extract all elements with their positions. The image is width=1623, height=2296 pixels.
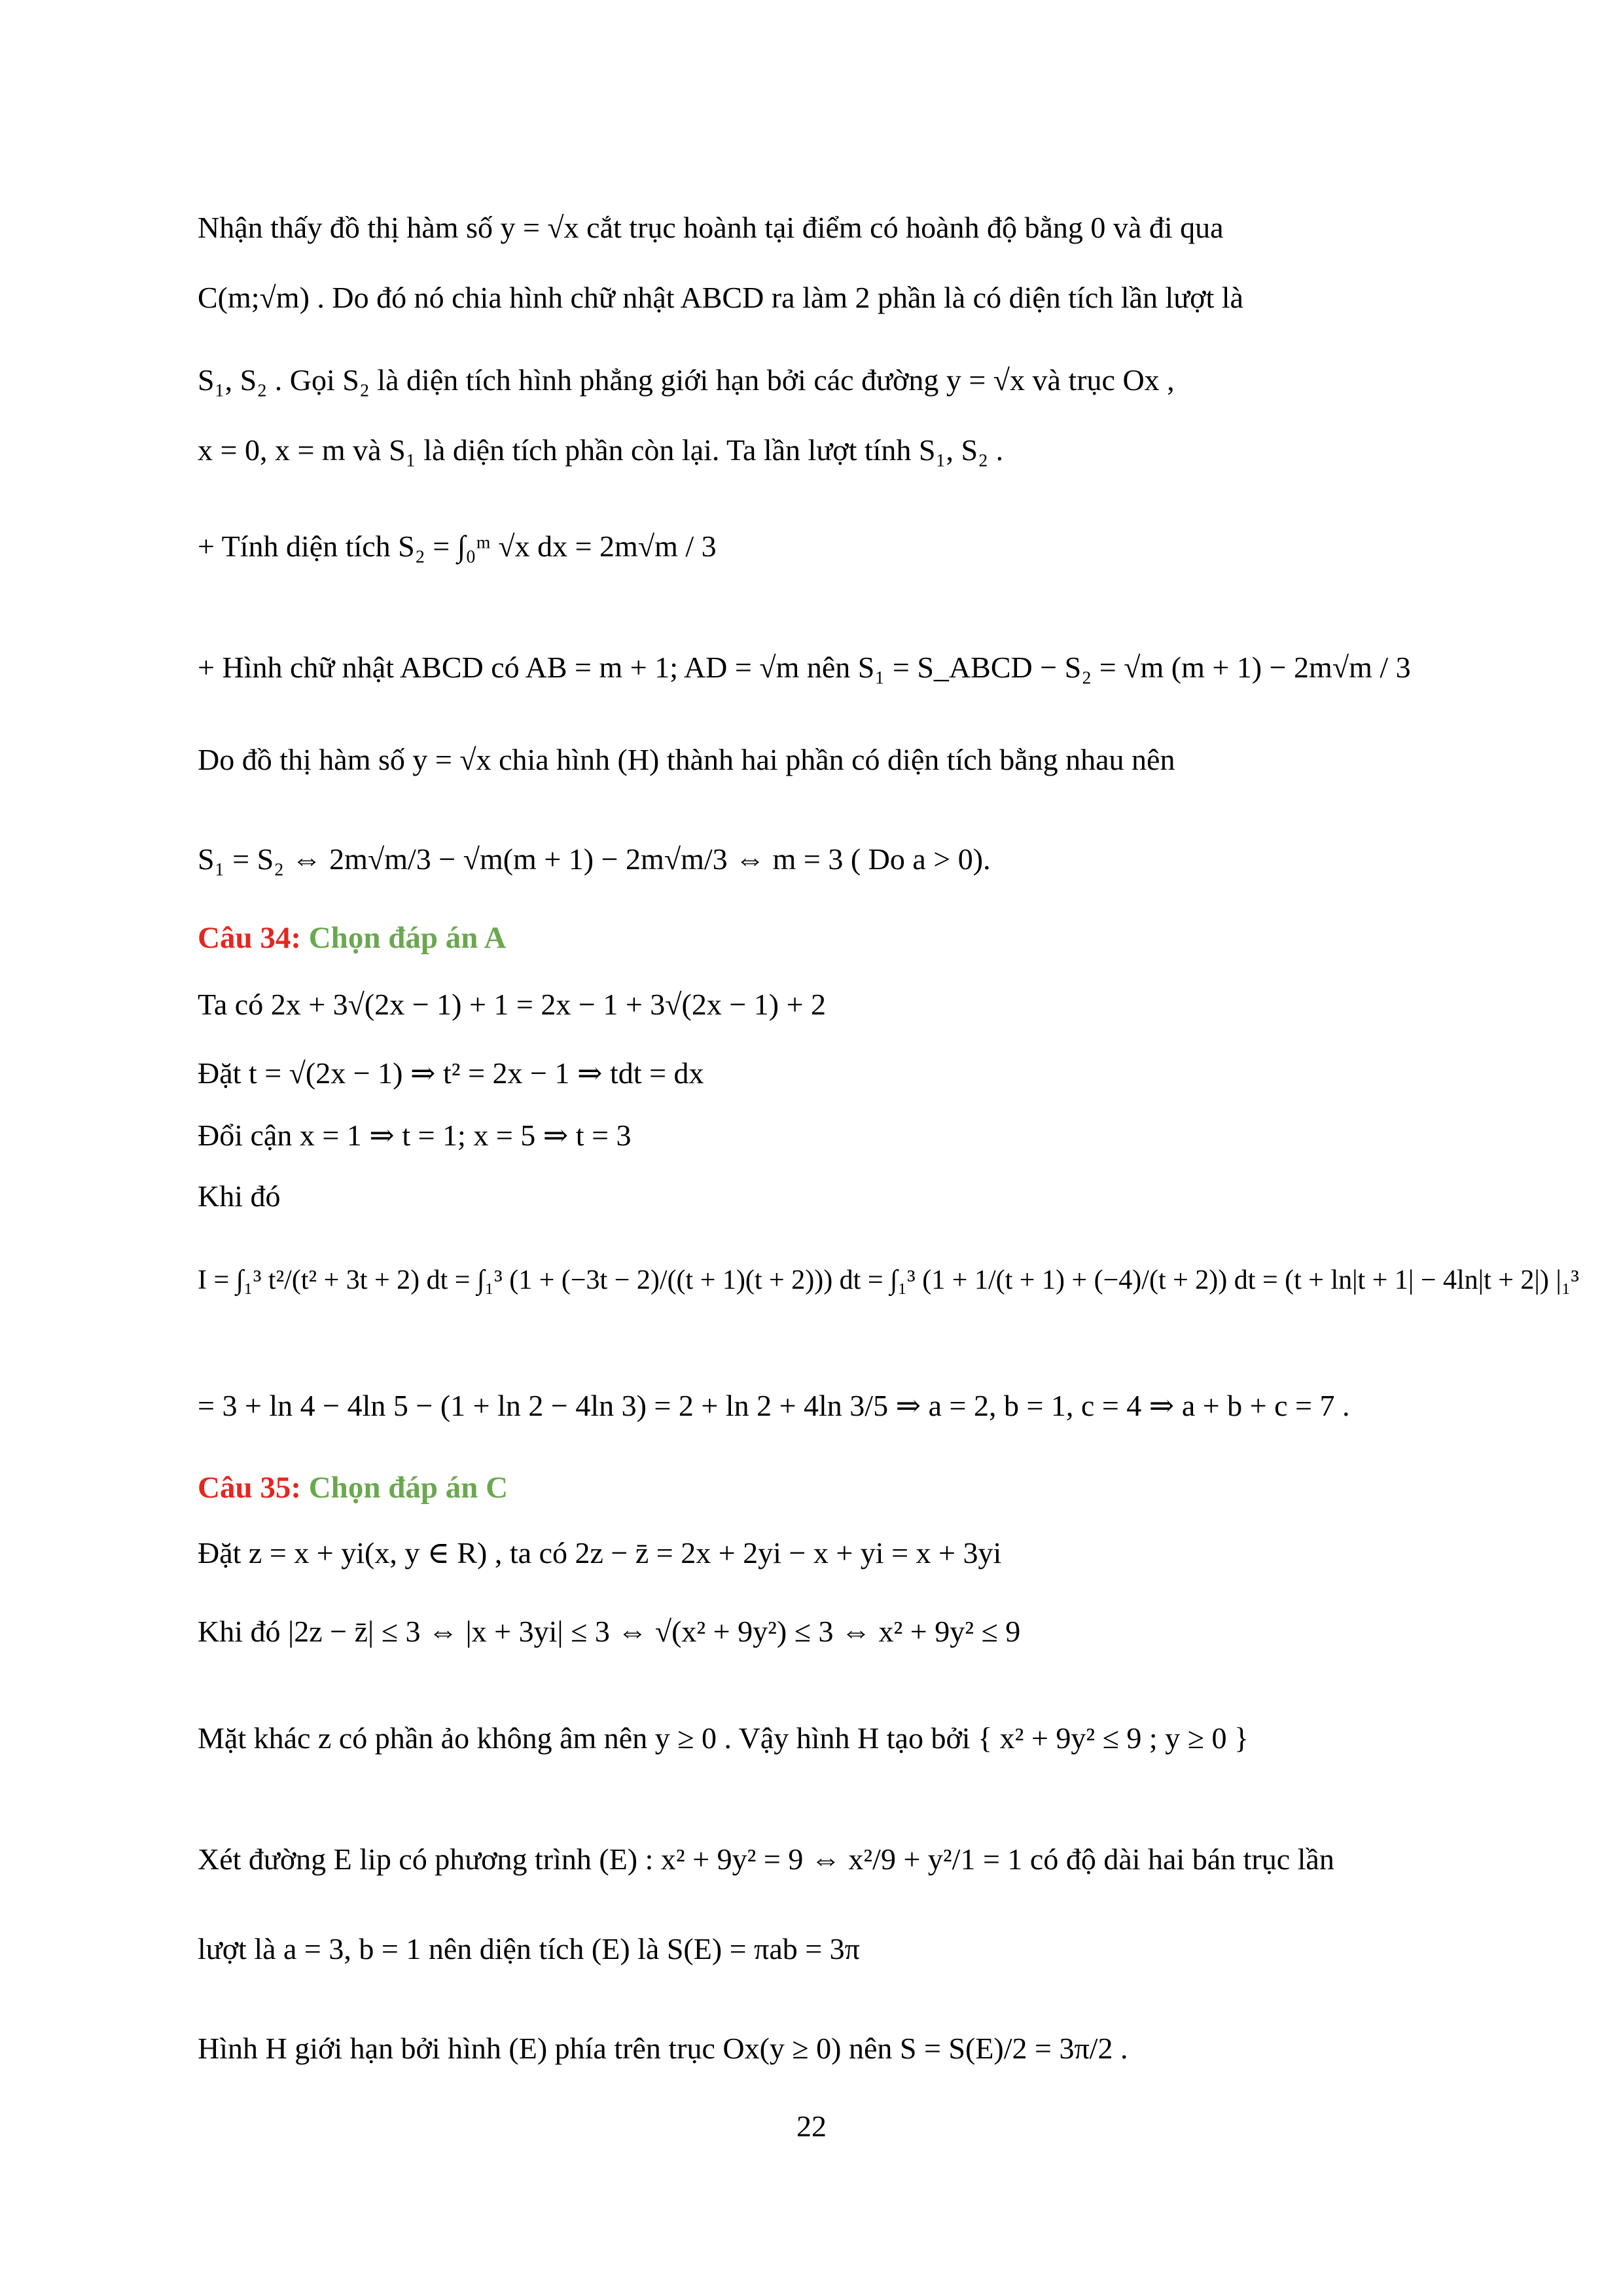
text-line: Đặt t = √(2x − 1) ⇒ t² = 2x − 1 ⇒ tdt = dx bbox=[198, 1056, 704, 1090]
formula-line: Khi đó |2z − z̄| ≤ 3 ⇔ |x + 3yi| ≤ 3 ⇔ √(x² + 9y²) ≤ 3 ⇔ x² + 9y² ≤ 9 bbox=[198, 1615, 1021, 1648]
formula-line: Hình H giới hạn bởi hình (E) phía trên trục Ox(y ≥ 0) nên S = S(E)/2 = 3π/2 . bbox=[198, 2032, 1128, 2065]
text-line: S₁, S₂ . Gọi S₂ là diện tích hình phẳng giới hạn bởi các đường y = √x và trục Ox , bbox=[198, 363, 1175, 397]
formula-line: = 3 + ln 4 − 4ln 5 − (1 + ln 2 − 4ln 3) = 2 + ln 2 + 4ln 3/5 ⇒ a = 2, b = 1, c = 4 ⇒ a + b + c = 7 . bbox=[198, 1389, 1350, 1422]
question-35-heading bbox=[198, 1473, 508, 1503]
text-line: Đặt z = x + yi(x, y ∈ R) , ta có 2z − z̄ = 2x + 2yi − x + yi = x + 3yi bbox=[198, 1536, 1002, 1570]
text-line: x = 0, x = m và S₁ là diện tích phần còn lại. Ta lần lượt tính S₁, S₂ . bbox=[198, 433, 1004, 467]
text-line: Khi đó bbox=[198, 1179, 281, 1213]
formula-line: I = ∫₁³ t²/(t² + 3t + 2) dt = ∫₁³ (1 + (−3t − 2)/((t + 1)(t + 2))) dt = ∫₁³ (1 + 1/(t + 1) + (−4)/(t + 2)) dt = (t + ln|t + 1| − 4ln|t + 2|) |₁³ bbox=[198, 1265, 1579, 1295]
page-number: 22 bbox=[796, 2109, 827, 2143]
formula-line: S₁ = S₂ ⇔ 2m√m/3 − √m(m + 1) − 2m√m/3 ⇔ m = 3 ( Do a > 0). bbox=[198, 842, 991, 876]
question-34-heading bbox=[198, 923, 506, 954]
text-line: Đổi cận x = 1 ⇒ t = 1; x = 5 ⇒ t = 3 bbox=[198, 1119, 632, 1152]
text-line: Do đồ thị hàm số y = √x chia hình (H) thành hai phần có diện tích bằng nhau nên bbox=[198, 743, 1175, 776]
question-number: Câu 34: bbox=[198, 921, 301, 955]
answer-choice: Chọn đáp án A bbox=[300, 921, 507, 955]
question-label bbox=[198, 921, 506, 955]
question-label bbox=[198, 1471, 508, 1505]
text-line: Ta có 2x + 3√(2x − 1) + 1 = 2x − 1 + 3√(2x − 1) + 2 bbox=[198, 988, 827, 1021]
formula-line: + Hình chữ nhật ABCD có AB = m + 1; AD = √m nên S₁ = S_ABCD − S₂ = √m (m + 1) − 2m√m / 3 bbox=[198, 651, 1411, 684]
text-line: C(m;√m) . Do đó nó chia hình chữ nhật ABCD ra làm 2 phần là có diện tích lần lượt là bbox=[198, 281, 1243, 314]
formula-line: Mặt khác z có phần ảo không âm nên y ≥ 0 . Vậy hình H tạo bởi { x² + 9y² ≤ 9 ; y ≥ 0 } bbox=[198, 1721, 1249, 1755]
answer-choice: Chọn đáp án C bbox=[300, 1471, 508, 1505]
formula-line: lượt là a = 3, b = 1 nên diện tích (E) là S(E) = πab = 3π bbox=[198, 1932, 860, 1965]
text-line: Nhận thấy đồ thị hàm số y = √x cắt trục hoành tại điểm có hoành độ bằng 0 và đi qua bbox=[198, 211, 1224, 244]
formula-line: + Tính diện tích S₂ = ∫₀ᵐ √x dx = 2m√m / 3 bbox=[198, 529, 717, 563]
question-number: Câu 35: bbox=[198, 1471, 301, 1505]
formula-line: Xét đường E lip có phương trình (E) : x² + 9y² = 9 ⇔ x²/9 + y²/1 = 1 có độ dài hai bán trục lần bbox=[198, 1842, 1334, 1876]
